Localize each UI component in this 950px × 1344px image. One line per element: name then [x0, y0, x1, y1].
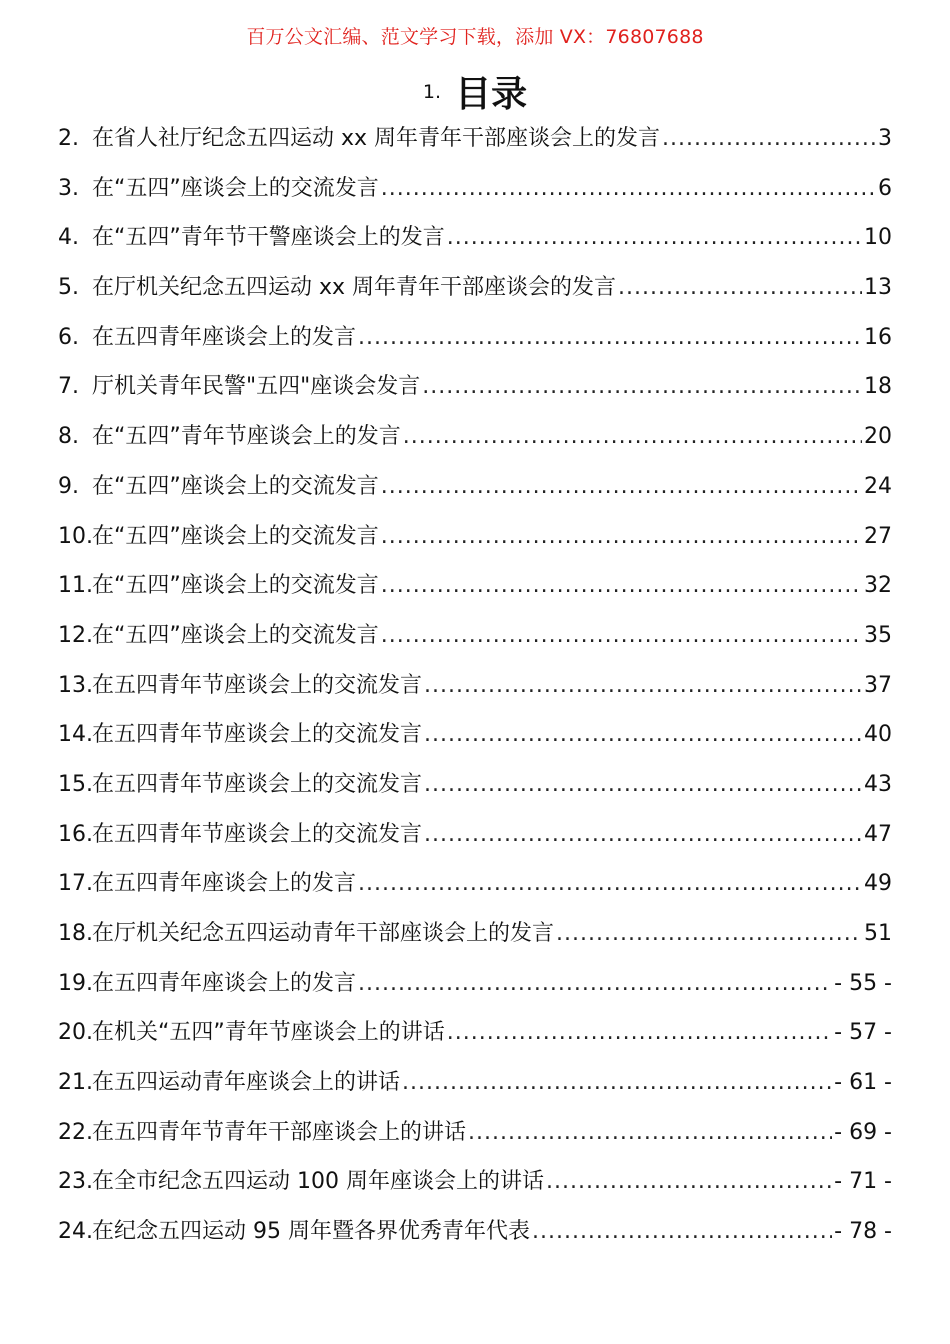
toc-entry[interactable]	[58, 859, 892, 909]
toc-entry-title: 在五四青年节座谈会上的交流发言	[92, 821, 423, 847]
toc-entry[interactable]	[58, 213, 892, 263]
toc-entry-number: 15.	[58, 771, 93, 797]
toc-entry-number: 10.	[58, 523, 93, 549]
toc-entry-number: 22.	[58, 1119, 93, 1145]
toc-entry-number: 3.	[58, 175, 79, 201]
toc-dot-leader	[662, 114, 876, 164]
toc-entry[interactable]	[58, 1207, 892, 1257]
toc-entry-page: - 69 -	[834, 1119, 892, 1145]
toc-entry-title: 在五四青年座谈会上的发言	[92, 871, 357, 897]
toc-dot-leader	[424, 810, 862, 860]
toc-entry[interactable]	[58, 611, 892, 661]
toc-dot-leader	[381, 561, 862, 611]
toc-dot-leader	[618, 263, 862, 313]
toc-entry-page: - 71 -	[834, 1169, 892, 1195]
toc-entry-title: 在“五四”座谈会上的交流发言	[92, 175, 379, 201]
promo-banner: 百万公文汇编、范文学习下载，添加 VX：76807688	[246, 26, 704, 48]
toc-dot-leader	[381, 611, 862, 661]
toc-entry-page: 18	[864, 374, 892, 400]
toc-dot-leader	[546, 1157, 832, 1207]
toc-entry[interactable]	[58, 710, 892, 760]
toc-dot-leader	[447, 1008, 832, 1058]
toc-dot-leader	[424, 710, 862, 760]
toc-entry-page: 10	[864, 225, 892, 251]
toc-entry-number: 21.	[58, 1070, 93, 1096]
toc-dot-leader	[532, 1207, 832, 1257]
toc-entry-number: 14.	[58, 722, 93, 748]
toc-dot-leader	[402, 1058, 832, 1108]
toc-entry-title: 在五四青年节青年干部座谈会上的讲话	[92, 1119, 467, 1145]
toc-entry-number: 9.	[58, 473, 79, 499]
toc-entry-page: 16	[864, 324, 892, 350]
toc-entry-number: 13.	[58, 672, 93, 698]
toc-dot-leader	[422, 362, 862, 412]
toc-entry-page: 43	[864, 771, 892, 797]
toc-entry-page: 3	[878, 126, 892, 151]
toc-entry-number: 23.	[58, 1169, 93, 1195]
toc-entry[interactable]	[58, 661, 892, 711]
toc-entry-title: 在五四青年座谈会上的发言	[92, 324, 357, 350]
toc-entry-title: 在厅机关纪念五四运动青年干部座谈会上的发言	[92, 921, 555, 946]
toc-dot-leader	[556, 909, 862, 959]
toc-entry-title: 在“五四”座谈会上的交流发言	[92, 622, 379, 648]
toc-entry-page: - 55 -	[834, 970, 892, 996]
toc-entry-page: 20	[864, 424, 892, 450]
toc-entry-number: 6.	[58, 324, 79, 350]
toc-entry[interactable]	[58, 412, 892, 462]
toc-dot-leader	[424, 760, 862, 810]
toc-dot-leader	[358, 313, 862, 363]
toc-entry-number: 24.	[58, 1219, 93, 1245]
toc-entry-number: 16.	[58, 821, 93, 847]
toc-entry-number: 12.	[58, 622, 93, 648]
toc-entry-page: 51	[864, 921, 892, 946]
toc-entry-page: 35	[864, 622, 892, 648]
toc-entry-number: 2.	[58, 126, 79, 151]
toc-entry[interactable]	[58, 164, 892, 214]
toc-entry-title: 在五四青年节座谈会上的交流发言	[92, 722, 423, 748]
toc-entry[interactable]	[58, 1008, 892, 1058]
toc-entry-page: 13	[864, 275, 892, 301]
toc-entry-title: 在省人社厅纪念五四运动 xx 周年青年干部座谈会上的发言	[92, 126, 661, 151]
toc-entry-title: 在“五四”青年节干警座谈会上的发言	[92, 225, 445, 251]
toc-entry-page: 24	[864, 473, 892, 499]
toc-dot-leader	[468, 1108, 832, 1158]
toc-entry[interactable]	[58, 1058, 892, 1108]
toc-entry-title: 在“五四”青年节座谈会上的发言	[92, 424, 401, 450]
toc-dot-leader	[381, 164, 876, 214]
toc-entry-page: - 61 -	[834, 1070, 892, 1096]
toc-entry[interactable]	[58, 512, 892, 562]
toc-entry-number: 7.	[58, 374, 79, 400]
toc-entry-number: 4.	[58, 225, 79, 251]
toc-entry[interactable]	[58, 362, 892, 412]
toc-entry-page: 47	[864, 821, 892, 847]
toc-entry-number: 17.	[58, 871, 93, 897]
toc-entry-title: 在“五四”座谈会上的交流发言	[92, 523, 379, 549]
toc-entry-page: 32	[864, 573, 892, 599]
toc-entry-title: 在“五四”座谈会上的交流发言	[92, 473, 379, 499]
toc-entry-page: 6	[878, 175, 892, 201]
toc-entry-title: 在五四青年节座谈会上的交流发言	[92, 672, 423, 698]
toc-entry-number: 18.	[58, 921, 93, 946]
toc-entry[interactable]	[58, 909, 892, 959]
toc-entry[interactable]	[58, 959, 892, 1009]
toc-entry-number: 20.	[58, 1020, 93, 1046]
toc-entry[interactable]	[58, 114, 892, 164]
heading-number: 1.	[422, 80, 442, 103]
toc-entry-number: 11.	[58, 573, 93, 599]
toc-entry-title: 在纪念五四运动 95 周年暨各界优秀青年代表	[92, 1219, 530, 1245]
table-of-contents	[58, 114, 892, 1257]
toc-dot-leader	[447, 213, 862, 263]
toc-entry-number: 8.	[58, 424, 79, 450]
toc-entry-number: 19.	[58, 970, 93, 996]
heading-text: 目录	[455, 74, 528, 115]
toc-entry-title: 在五四运动青年座谈会上的讲话	[92, 1070, 401, 1096]
toc-entry-title: 在五四青年座谈会上的发言	[92, 970, 357, 996]
toc-entry-page: 40	[864, 722, 892, 748]
toc-entry-page: 49	[864, 871, 892, 897]
toc-entry-page: - 78 -	[834, 1219, 892, 1245]
toc-entry[interactable]	[58, 1157, 892, 1207]
toc-entry-title: 在“五四”座谈会上的交流发言	[92, 573, 379, 599]
toc-dot-leader	[403, 412, 862, 462]
toc-entry-number: 5.	[58, 275, 79, 301]
toc-entry[interactable]	[58, 313, 892, 363]
toc-dot-leader	[358, 959, 832, 1009]
toc-entry-title: 在全市纪念五四运动 100 周年座谈会上的讲话	[92, 1169, 544, 1195]
toc-dot-leader	[358, 859, 862, 909]
toc-entry-title: 在机关“五四”青年节座谈会上的讲话	[92, 1020, 445, 1046]
toc-entry[interactable]	[58, 462, 892, 512]
toc-dot-leader	[424, 661, 862, 711]
toc-entry[interactable]	[58, 263, 892, 313]
toc-entry-page: 27	[864, 523, 892, 549]
toc-entry-title: 厅机关青年民警"五四"座谈会发言	[92, 374, 421, 400]
toc-heading	[0, 66, 950, 115]
toc-entry[interactable]	[58, 760, 892, 810]
toc-entry[interactable]	[58, 561, 892, 611]
toc-entry[interactable]	[58, 810, 892, 860]
toc-entry-page: 37	[864, 672, 892, 698]
toc-entry-page: - 57 -	[834, 1020, 892, 1046]
toc-entry-title: 在五四青年节座谈会上的交流发言	[92, 771, 423, 797]
toc-entry-title: 在厅机关纪念五四运动 xx 周年青年干部座谈会的发言	[92, 275, 617, 301]
toc-dot-leader	[381, 512, 862, 562]
toc-entry[interactable]	[58, 1108, 892, 1158]
toc-dot-leader	[381, 462, 862, 512]
